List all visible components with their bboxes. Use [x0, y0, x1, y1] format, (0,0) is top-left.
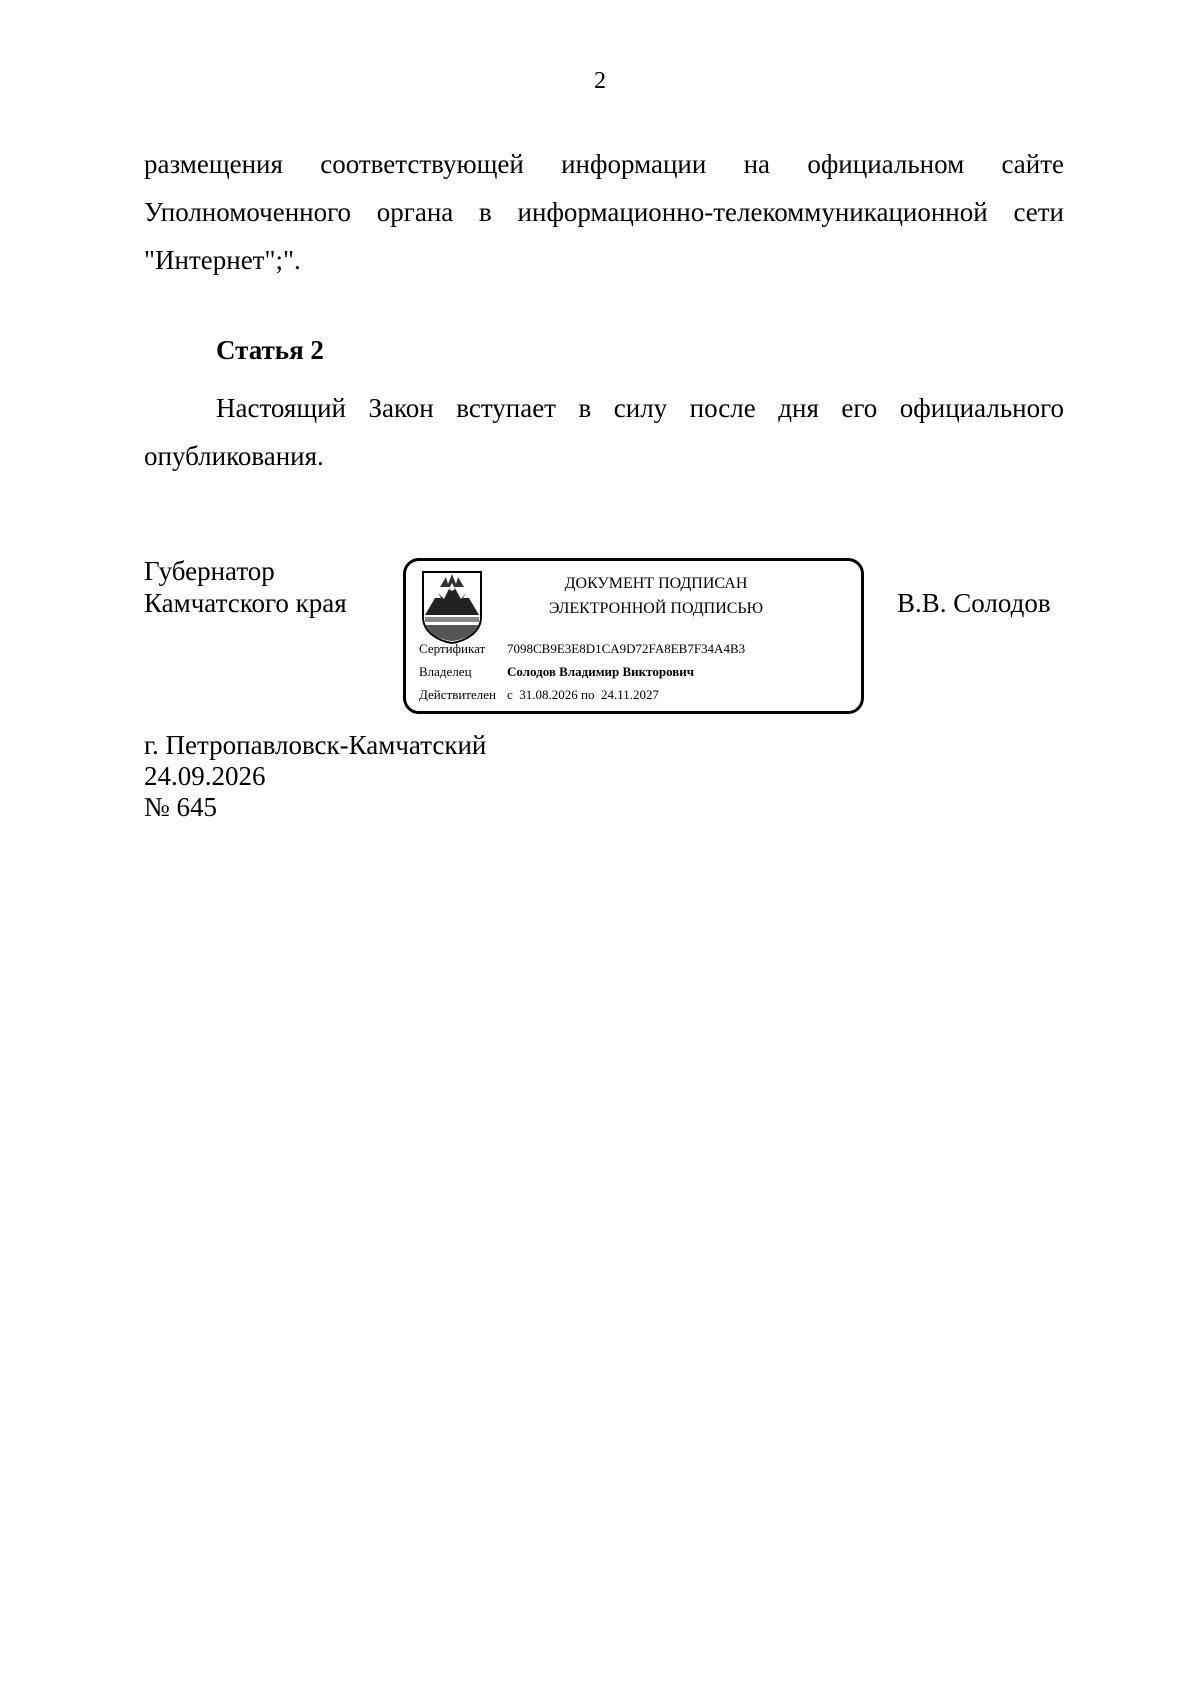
continued-paragraph: размещения соответствующей информации на официальном сайте Уполномоченного органа в информационно-телекоммуникационной сети "Интернет";".	[144, 149, 1064, 275]
stamp-certificate-row	[419, 641, 745, 657]
valid-to: 24.11.2027	[601, 687, 660, 702]
electronic-signature-stamp	[403, 558, 864, 714]
place-of-signing: г. Петропавловск-Камчатский	[144, 730, 487, 760]
signatory-position	[144, 555, 347, 619]
signatory-position-line2: Камчатского края	[144, 588, 347, 618]
document-footer	[144, 730, 486, 823]
kamchatka-coat-of-arms-icon	[420, 569, 484, 645]
valid-from: 31.08.2026	[519, 687, 578, 702]
signatory-position-line1: Губернатор	[144, 556, 275, 586]
signing-date: 24.09.2026	[144, 761, 266, 791]
valid-to-prefix: по	[581, 687, 595, 702]
certificate-value: 7098CB9E3E8D1CA9D72FA8EB7F34A4B3	[507, 641, 746, 656]
document-number: № 645	[144, 792, 218, 822]
owner-label: Владелец	[419, 664, 472, 679]
certificate-label: Сертификат	[419, 641, 486, 656]
stamp-title-line1: ДОКУМЕНТ ПОДПИСАН	[564, 575, 748, 592]
article-heading: Статья 2	[216, 335, 324, 365]
article-text: Настоящий Закон вступает в силу после дня его официального опубликования.	[144, 393, 1064, 471]
owner-value: Солодов Владимир Викторович	[507, 664, 695, 679]
stamp-title	[506, 571, 806, 621]
page-number: 2	[594, 68, 606, 94]
valid-from-prefix: с	[507, 687, 513, 702]
stamp-owner-row	[419, 664, 694, 680]
valid-label: Действителен	[419, 687, 496, 702]
signer-name: В.В. Солодов	[897, 588, 1051, 618]
stamp-validity-row	[419, 687, 659, 703]
stamp-title-line2: ЭЛЕКТРОННОЙ ПОДПИСЬЮ	[548, 600, 764, 617]
